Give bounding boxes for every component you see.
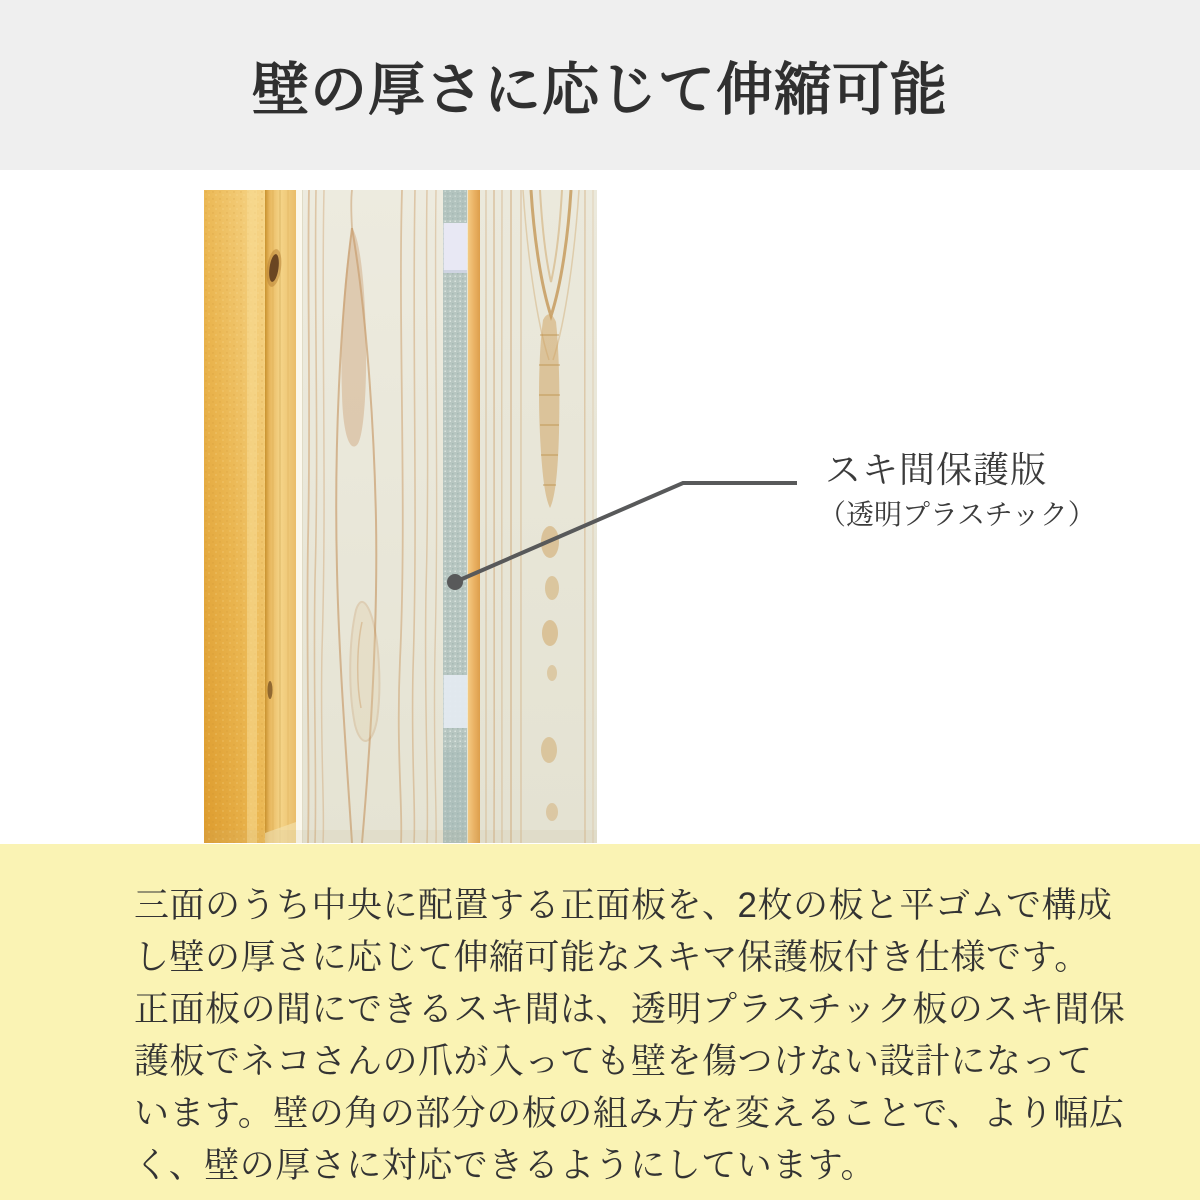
description-line: く、壁の厚さに対応できるようにしています。 (134, 1146, 877, 1185)
description-line: 三面のうち中央に配置する正面板を、2枚の板と平ゴムで構成 (134, 886, 1113, 925)
annotation-label: スキ間保護版 (825, 449, 1048, 490)
description-line: います。壁の角の部分の板の組み方を変えることで、より幅広 (134, 1094, 1125, 1133)
page-title: 壁の厚さに応じて伸縮可能 (252, 58, 948, 122)
description-line: し壁の厚さに応じて伸縮可能なスキマ保護板付き仕様です。 (134, 938, 1090, 977)
description-panel (0, 844, 1200, 1200)
description-line: 正面板の間にできるスキ間は、透明プラスチック板のスキ間保 (134, 990, 1126, 1029)
product-photo (204, 190, 597, 843)
annotation-sublabel: （透明プラスチック） (818, 499, 1096, 531)
annotation-label-group (818, 448, 1096, 532)
wood-panel-photo (204, 190, 597, 843)
header-band (0, 0, 1200, 170)
photo-section (0, 170, 1200, 844)
description-line: 護板でネコさんの爪が入っても壁を傷つけない設計になって (134, 1042, 1093, 1081)
